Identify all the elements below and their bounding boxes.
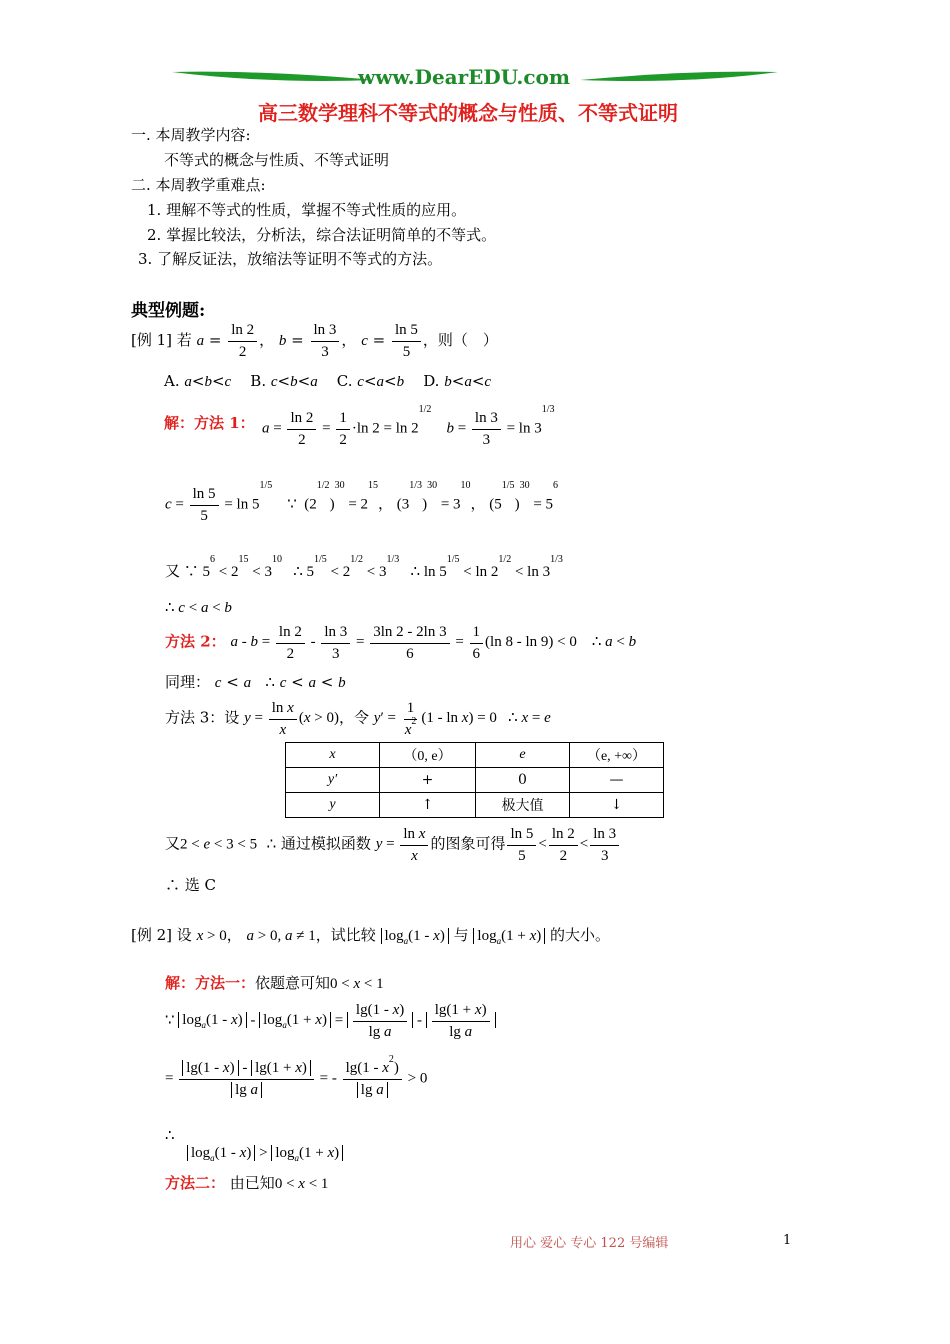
ex2-eq3: ∴ $\log_a(1 - x) > \log_a(1 + x)$ xyxy=(165,1126,343,1163)
therefore-symbol: ∴ xyxy=(165,1128,175,1144)
ex1-m3-label: 方法 3：设 xyxy=(165,708,240,727)
ex1-label: [例 1] 若 xyxy=(131,331,192,349)
ex1-choose: ∴ 选 C xyxy=(165,876,217,894)
ex2-sol-text: 依题意可知 xyxy=(255,974,331,992)
site-logo: www.DearEDU.com xyxy=(358,65,571,89)
page-number: 1 xyxy=(783,1233,792,1248)
therefore-symbol: ∴ xyxy=(265,673,275,691)
ex2-eq2: = $\frac{\lg(1 - x) - \lg(1 + x)}{\text{lg a}}$ = - $\frac{\lg(1 - x^2)}{\text{lg a}}$ > 0 xyxy=(165,1054,428,1098)
option-c: C. xyxy=(336,372,353,390)
table-cell: 极大值 xyxy=(476,793,570,818)
table-row xyxy=(286,793,664,818)
table-cell: （e, +∞） xyxy=(570,743,664,768)
ex1-tongli: 同理： c < a ∴ c < a < b xyxy=(165,673,346,691)
table-cell: y′ xyxy=(286,768,380,793)
ex1-sol1-eq-c: c = $\frac{\ln 5}{5}$ = $\ln 5^{1/5}$ ∵ $(2^{1/2})^{30} = 2^{15}$， $(3^{1/3})^{30} = 3^{10}$， $(5^{1/5})^{30} = 5^6$ xyxy=(165,480,559,524)
s2-item: 2. 掌握比较法，分析法，综合法证明简单的不等式。 xyxy=(147,226,497,244)
ex1-m2-label: 方法 2： xyxy=(165,632,226,651)
therefore-symbol: ∴ xyxy=(293,564,303,580)
table-cell: y xyxy=(286,793,380,818)
table-cell: ↓ xyxy=(570,793,664,818)
ex2-mid: ，试比较 xyxy=(315,926,376,944)
footer-text: 用心 爱心 专心 122 号编辑 xyxy=(510,1236,669,1251)
ex1-sol1-label: 解：方法 1： xyxy=(164,414,255,432)
ex2-sol-label: 解：方法一： xyxy=(165,974,256,992)
ex2-question: [例 2] 设 x > 0， a > 0, a ≠ 1，试比较 $\log_a(1 - x)$ 与 $\log_a(1 + x)$ 的大小。 xyxy=(131,926,611,946)
ling-text: ，令 xyxy=(338,708,369,727)
table-cell: （0, e） xyxy=(380,743,476,768)
ex2-yu: 与 xyxy=(453,926,469,944)
conclude-mid: ∴ 通过模拟函数 xyxy=(266,834,371,853)
because-symbol: ∵ xyxy=(165,1012,175,1029)
s1-heading: 一. 本周教学内容: xyxy=(131,126,251,144)
option-a: A. xyxy=(164,372,180,390)
page-title: 高三数学理科不等式的概念与性质、不等式证明 xyxy=(258,101,678,125)
ex1-options: A. a<b<c B. c<b<a C. c<a<b D. b<a<c xyxy=(164,372,492,390)
table-cell: e xyxy=(476,743,570,768)
ex1-question: [例 1] 若 a = $\frac{\ln 2}{2}$ ， b = $\frac{\ln 3}{3}$ ， c = $\frac{\ln 5}{5}$ ，则（ ） xyxy=(131,322,498,360)
s2-heading: 二. 本周教学重难点: xyxy=(131,176,266,194)
ex2-tail: 的大小。 xyxy=(550,926,611,944)
table-row xyxy=(286,768,664,793)
ex1-sol1-result: ∴ c < a < b xyxy=(165,600,232,616)
ex1-m3: 方法 3：设 y = $\frac{\text{ln x}}{x}$ (x > 0)，令 y′ = $\frac{1}{x^2}$ (1 - ln x) = 0 ∴ x = e xyxy=(165,700,551,738)
table-cell: — xyxy=(570,768,664,793)
tongli-label: 同理： xyxy=(165,673,211,691)
option-b: B. xyxy=(250,372,267,390)
ex2-sol: 解：方法一：依题意可知0 < x < 1 xyxy=(165,974,384,992)
therefore-symbol: ∴ xyxy=(165,600,175,616)
ex1-sol1-compare: 又 ∵ $5^6 < 2^{15} < 3^{10}$ ∴ $5^{1/5} < 2^{1/2} < 3^{1/3}$ ∴ $\ln 5^{1/5} < \ln 2^{1/2} < \ln 3^{1/3}$ xyxy=(165,554,563,580)
table-cell: ↑ xyxy=(380,793,476,818)
ex2-m2-text: 由已知 xyxy=(229,1174,275,1192)
s1-content: 不等式的概念与性质、不等式证明 xyxy=(164,151,390,169)
ex1-sol1-eq-a: a = $\frac{\ln 2}{2}$ = $\frac{1}{2}$ ·ln $2 = \ln 2^{1/2}$ b = $\frac{\ln 3}{3}$ = $\ln 3^{1/3}$ xyxy=(262,404,555,448)
table-cell: + xyxy=(380,768,476,793)
table-cell: 0 xyxy=(476,768,570,793)
therefore-symbol: ∴ xyxy=(508,710,518,727)
ex2-m2-label: 方法二： xyxy=(165,1174,226,1192)
ex1-m2: 方法 2： a - b = $\frac{\ln 2}{2}$ - $\frac{\ln 3}{3}$ = $\frac{3\ln 2 - 2\ln 3}{6}$ = $\frac{1}{6}$ (ln 8 - ln 9) < 0 ∴ a < b xyxy=(165,624,637,662)
you-label: 又 xyxy=(165,834,181,853)
ex2-m2: 方法二： 由已知0 < x < 1 xyxy=(165,1174,329,1192)
therefore-symbol: ∴ xyxy=(591,634,602,651)
examples-heading: 典型例题: xyxy=(131,301,206,321)
table-row xyxy=(286,743,664,768)
ex2-eq1: ∵ $\log_a(1 - x) - \log_a(1 + x)$ = $\frac{\lg(1 - x)}{\text{lg a}}$ - $\frac{\lg(1 + x)}{\text{lg a}}$ xyxy=(165,1002,496,1040)
option-d: D. xyxy=(423,372,440,390)
ex1-conclusion: 又2 < e < 3 < 5 ∴ 通过模拟函数 y = $\frac{\text{ln x}}{x}$ 的图象可得 $\frac{\ln 5}{5}$ < $\frac{\ln 2}{2}$ < $\frac{\ln 3}{3}$ xyxy=(165,826,621,864)
conclude-tail: 的图象可得 xyxy=(430,834,506,853)
because-symbol: ∵ xyxy=(287,496,297,513)
therefore-symbol: ∴ xyxy=(410,564,421,580)
s2-item: 1. 理解不等式的性质，掌握不等式性质的应用。 xyxy=(147,201,467,219)
table-cell: x xyxy=(286,743,380,768)
ex1-tail: ，则（ ） xyxy=(422,331,498,349)
header-banner xyxy=(170,66,780,94)
s2-item: 3. 了解反证法，放缩法等证明不等式的方法。 xyxy=(138,250,443,268)
ex2-label: [例 2] 设 xyxy=(131,926,192,944)
you-because: 又 ∵ xyxy=(165,564,199,580)
variation-table xyxy=(285,742,664,818)
